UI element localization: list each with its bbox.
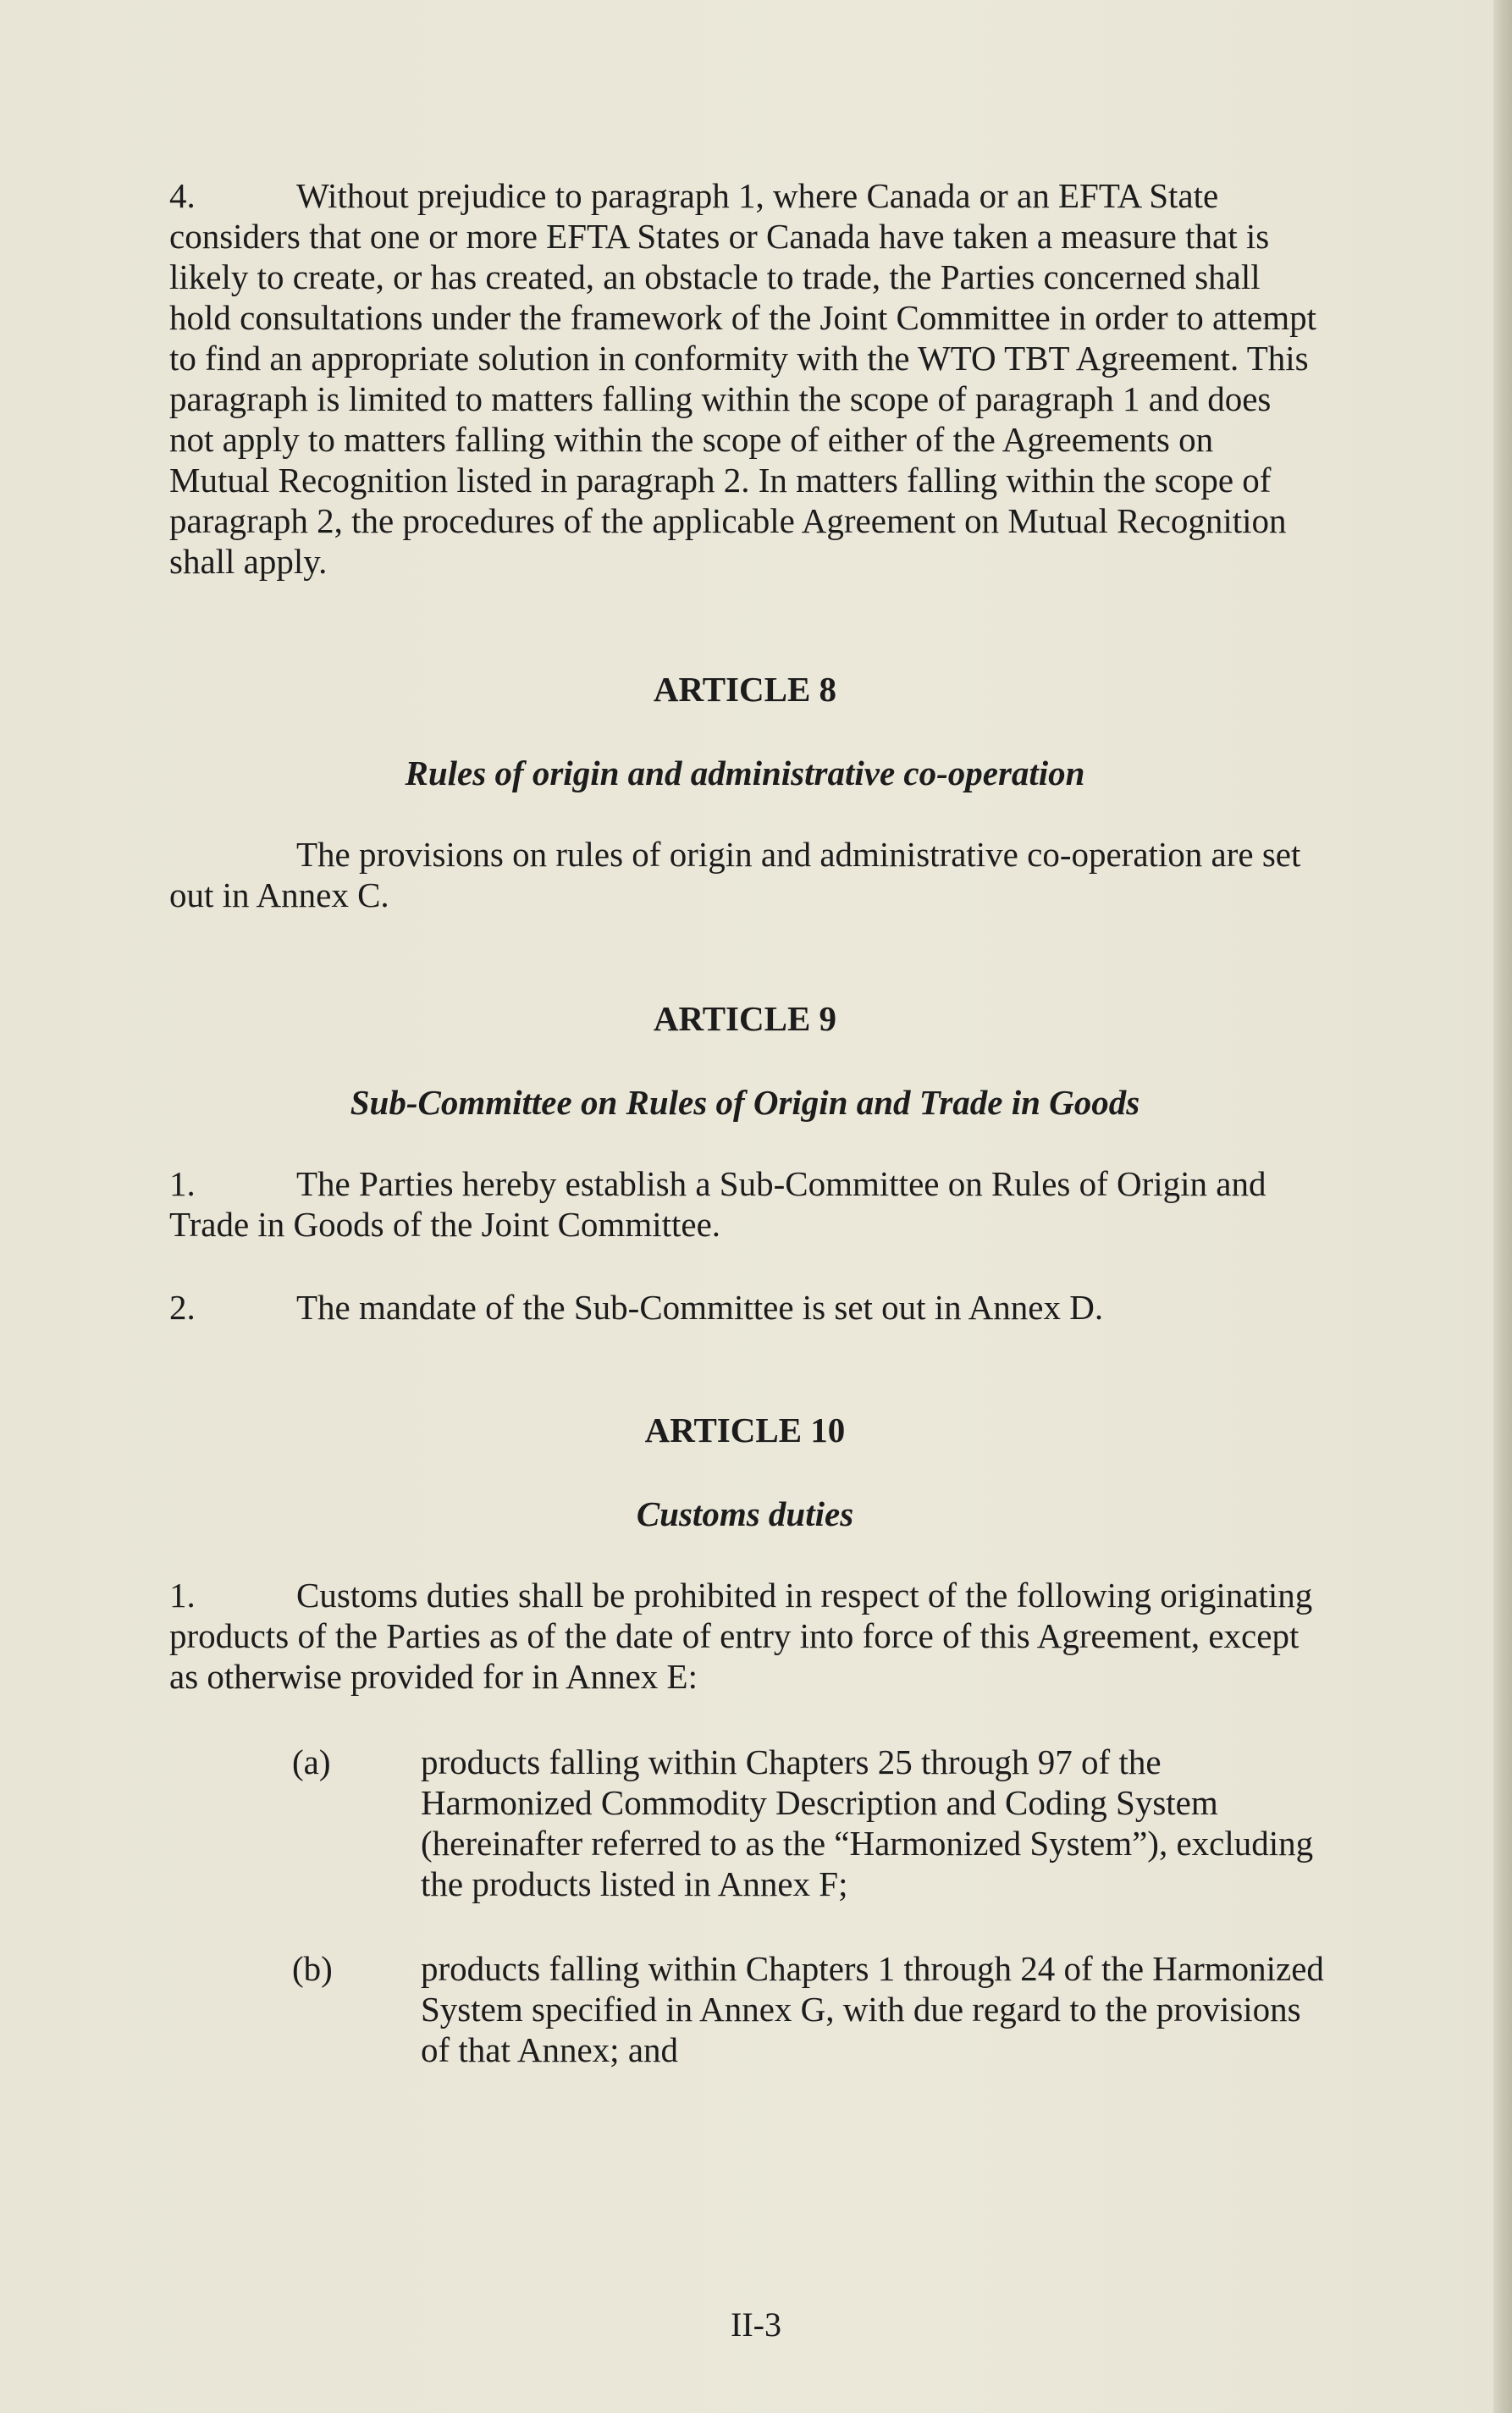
article-10-title: Customs duties xyxy=(636,1494,854,1533)
subitem-label: (b) xyxy=(292,1949,333,1988)
article-8-body: The provisions on rules of origin and administrative co-operation are set out in Annex C. xyxy=(169,835,1301,914)
paragraph-number: 1. xyxy=(169,1576,196,1615)
page-number: II-3 xyxy=(731,2305,781,2344)
article-8-text xyxy=(169,834,1321,915)
article-10-heading: ARTICLE 10 xyxy=(644,1411,846,1449)
paragraph-number: 2. xyxy=(169,1288,196,1327)
paragraph-text: Customs duties shall be prohibited in respect of the following originating products of the Parties as of the date of entry into force of this Agreement, except as otherwise provided for in Annex E: xyxy=(169,1576,1313,1696)
subitem-text: products falling within Chapters 1 through 24 of the Harmonized System specified in Annex G, with due regard to the provisions of that Annex; and xyxy=(421,1949,1324,2069)
subitem-text: products falling within Chapters 25 through 97 of the Harmonized Commodity Description and Coding System (hereinafter referred to as the “Harmonized System”), excluding the products listed in Annex F; xyxy=(421,1742,1314,1903)
paragraph-text: The Parties hereby establish a Sub-Committee on Rules of Origin and Trade in Goods of the Joint Committee. xyxy=(169,1164,1266,1244)
article-8-heading: ARTICLE 8 xyxy=(653,670,837,709)
article-9-paragraph-1 xyxy=(169,1163,1321,1245)
paragraph-4 xyxy=(169,175,1321,582)
article-9-title: Sub-Committee on Rules of Origin and Trade in Goods xyxy=(350,1083,1140,1122)
paragraph-text: Without prejudice to paragraph 1, where Canada or an EFTA State considers that one or more EFTA States or Canada have taken a measure that is likely to create, or has created, an obstacle to trade, the Parties concerned shall hold consultations under the framework of the Joint Committee in order to attempt to find an appropriate solution in conformity with the WTO TBT Agreement. This paragraph is limited to matters falling within the scope of paragraph 1 and does not apply to matters falling within the scope of either of the Agreements on Mutual Recognition listed in paragraph 2. In matters falling within the scope of paragraph 2, the procedures of the applicable Agreement on Mutual Recognition shall apply. xyxy=(169,176,1316,581)
article-10-paragraph-1 xyxy=(169,1575,1321,1697)
article-8-title: Rules of origin and administrative co-operation xyxy=(405,754,1085,792)
paragraph-number: 1. xyxy=(169,1164,196,1203)
paragraph-number: 4. xyxy=(169,176,196,215)
subitem-label: (a) xyxy=(292,1742,331,1781)
article-9-paragraph-2 xyxy=(169,1287,1321,1328)
paragraph-text: The mandate of the Sub-Committee is set out in Annex D. xyxy=(296,1288,1104,1327)
article-9-heading: ARTICLE 9 xyxy=(653,999,837,1038)
